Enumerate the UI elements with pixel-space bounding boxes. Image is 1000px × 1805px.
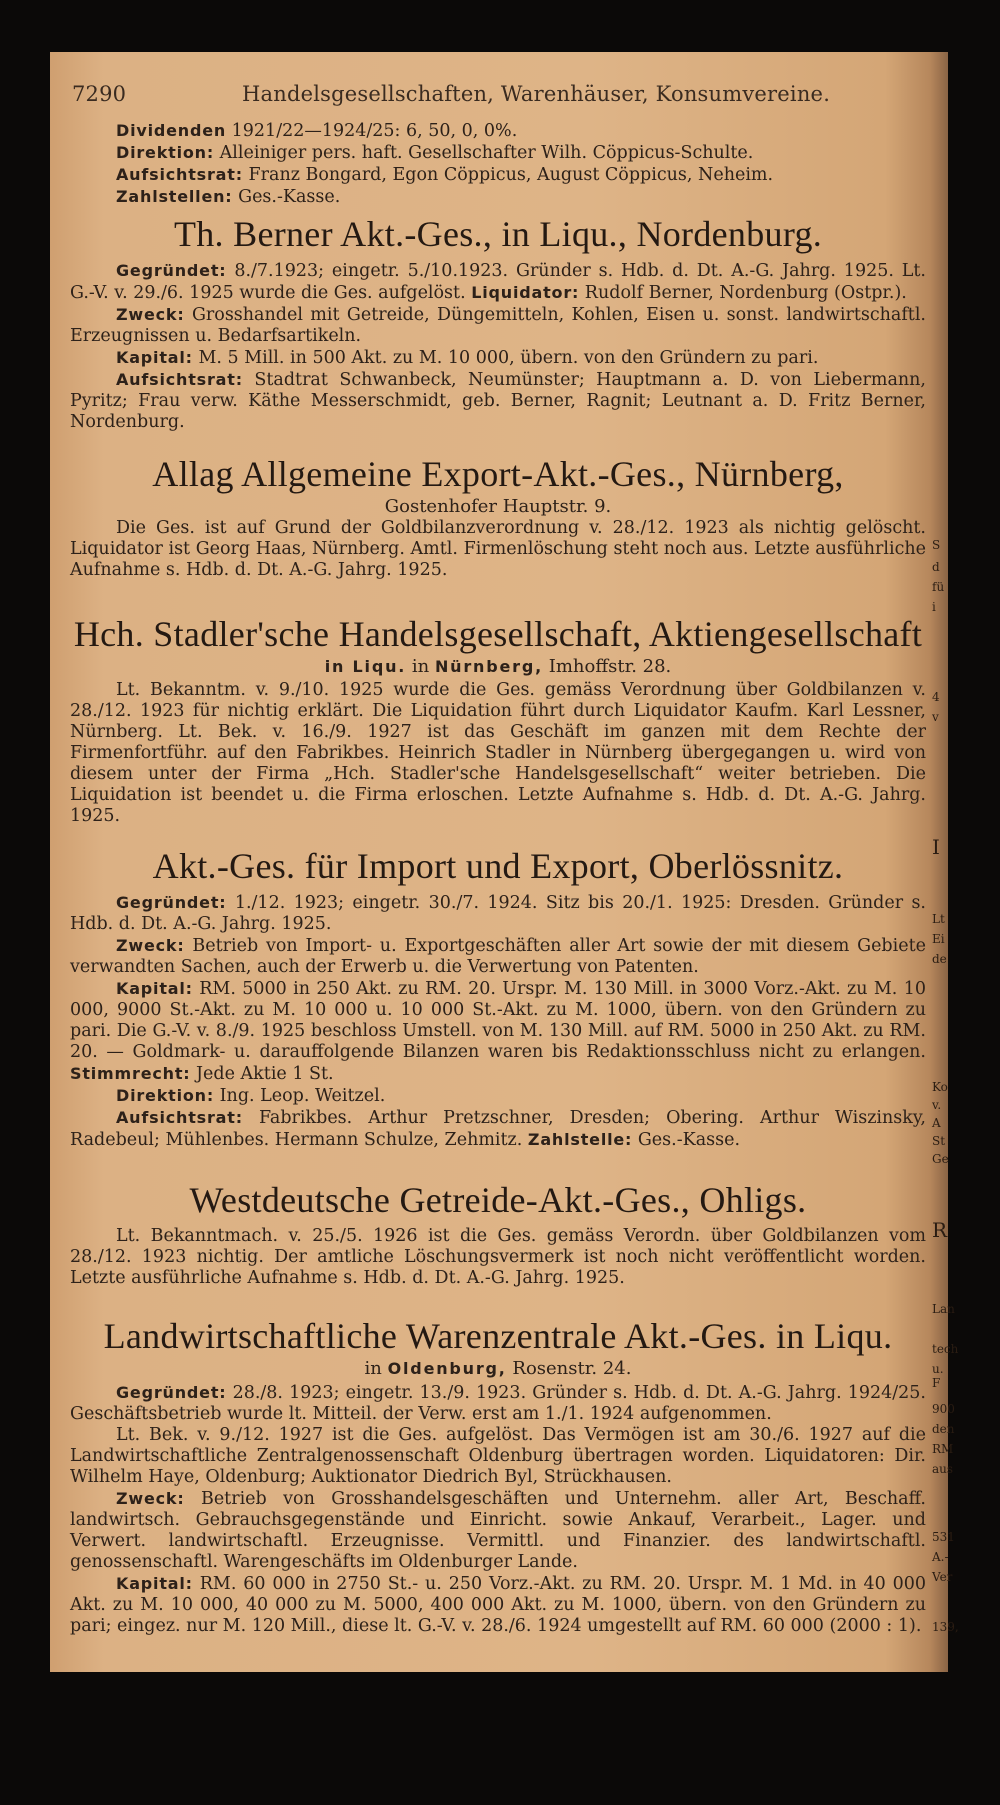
gegruendet-label: Gegründet: (116, 893, 227, 912)
edge-fragment: tech (932, 1342, 959, 1356)
entry-text: Die Ges. ist auf Grund der Goldbilanzverordnung v. 28./12. 1923 als nichtig gelöscht. Liquidator ist Georg Haas, Nürnberg. Amtl. Firmenlöschung steht noch aus. Letzte ausführliche Aufnahme s. Hdb. d. Dt. A.-G. Jahrg. 1925. (70, 518, 926, 580)
entry-allag (70, 452, 926, 581)
direktion-label: Direktion: (116, 143, 215, 162)
sub-in: in (411, 656, 430, 677)
entry-stadler (70, 612, 926, 827)
edge-fragment: Ei (932, 932, 945, 946)
dividenden-label: Dividenden (116, 121, 227, 140)
aufsichtsrat-text: Franz Bongard, Egon Cöppicus, August Cöppicus, Neheim. (248, 165, 774, 185)
company-subtitle (70, 656, 926, 678)
edge-fragment: 4 (932, 690, 940, 704)
edge-fragment: St (932, 1134, 946, 1148)
header-title: Handelsgesellschaften, Warenhäuser, Konsumvereine. (242, 82, 831, 106)
direktion-label: Direktion: (116, 1086, 215, 1105)
edge-fragment: de (932, 952, 947, 966)
entry-landwirtschaftliche (70, 1314, 926, 1637)
entry-import-export (70, 844, 926, 1151)
kapital-label: Kapital: (116, 1574, 193, 1593)
edge-fragment: u. F (932, 1362, 944, 1390)
company-subtitle (70, 1358, 926, 1380)
edge-fragment: Ver (932, 1570, 953, 1584)
company-address: Gostenhofer Hauptstr. 9. (384, 496, 612, 517)
company-title: Allag Allgemeine Export-Akt.-Ges., Nürnberg, (152, 454, 844, 494)
kapital-label: Kapital: (116, 979, 193, 998)
edge-fragment: Lt (932, 912, 945, 926)
edge-fragment: 531 (932, 1530, 955, 1544)
edge-fragment: 900 (932, 1402, 955, 1416)
zweck-text: Betrieb von Import- u. Exportgeschäften aller Art sowie der mit diesem Gebiete verwandten Sachen, auch der Erwerb u. die Verwertung von Patenten. (70, 936, 926, 977)
entry-westdeutsche (70, 1178, 926, 1289)
gegruendet-label: Gegründet: (116, 1383, 227, 1402)
kapital-text: RM. 5000 in 250 Akt. zu RM. 20. Urspr. M. 130 Mill. in 3000 Vorz.-Akt. zu M. 10 000, 9000 St.-Akt. zu M. 10 000 u. 10 000 St.-Akt. zu M. 1000, übern. von den Gründern zu pari. Die G.-V. v. 8./9. 1925 beschloss Umstell. von M. 130 Mill. auf RM. 5000 in 250 Akt. zu RM. 20. — Goldmark- u. darauffolgende Bilanzen waren bis Redaktionsschluss nicht zu erlangen. (70, 979, 926, 1062)
edge-fragment: A.- (932, 1550, 949, 1564)
entry-berner (70, 212, 926, 433)
gegruendet-label: Gegründet: (116, 261, 227, 280)
edge-fragment: A (932, 1116, 941, 1130)
book-page (50, 52, 959, 1672)
company-address: Rosenstr. 24. (512, 1358, 632, 1379)
aufsichtsrat-label: Aufsichtsrat: (116, 1108, 243, 1127)
aufsichtsrat-text: Fabrikbes. Arthur Pretzschner, Dresden; Obering. Arthur Wiszinsky, Radebeul; Mühlenbes. Hermann Schulze, Zehmitz. (70, 1108, 926, 1150)
entry-text: Lt. Bekanntmach. v. 25./5. 1926 ist die Ges. gemäss Verordn. über Goldbilanzen vom 28./12. 1923 nichtig. Der amtliche Löschungsvermerk ist noch nicht veröffentlicht worden. Letzte ausführliche Aufnahme s. Hdb. d. Dt. A.-G. Jahrg. 1925. (70, 1226, 926, 1288)
edge-fragment: v (932, 710, 939, 724)
company-city: Oldenburg, (387, 1359, 507, 1378)
edge-fragment: Ko (932, 1080, 948, 1094)
direktion-text: Ing. Leop. Weitzel. (219, 1086, 386, 1106)
edge-fragment: v. (932, 1098, 942, 1112)
stimmrecht-label: Stimmrecht: (70, 1064, 191, 1083)
page-number: 7290 (72, 82, 127, 106)
liquidator-label: Liquidator: (471, 283, 580, 302)
gegruendet-text: 1./12. 1923; eingetr. 30./7. 1924. Sitz bis 20./1. 1925: Dresden. Gründer s. Hdb. d. Dt. A.-G. Jahrg. 1925. (70, 893, 926, 934)
kapital-label: Kapital: (116, 348, 193, 367)
edge-fragment: aus (932, 1462, 954, 1476)
sub-in: in (364, 1358, 382, 1379)
zahlstelle-label: Zahlstelle: (527, 1130, 633, 1149)
company-title: Akt.-Ges. für Import und Export, Oberlössnitz. (152, 846, 844, 886)
stimmrecht-text: Jede Aktie 1 St. (196, 1064, 334, 1084)
zahlstellen-text: Ges.-Kasse. (238, 187, 341, 207)
entry-text: Lt. Bekanntm. v. 9./10. 1925 wurde die Ges. gemäss Verordnung über Goldbilanzen v. 28./12. 1923 für nichtig erklärt. Die Liquidation führt durch Liquidator Kaufm. Karl Lessner, Nürnberg. Lt. Bek. v. 16./9. 1927 ist das Geschäft im ganzen mit dem Rechte der Firmenfortführ. auf den Fabrikbes. Heinrich Stadler in Nürnberg übergegangen u. wird von diesem unter der Firma „Hch. Stadler'sche Handelsgesellschaft“ weiter betrieben. Die Liquidation ist beendet u. die Firma erloschen. Letzte Aufnahme s. Hdb. d. Dt. A.-G. Jahrg. 1925. (70, 680, 926, 826)
zweck-label: Zweck: (116, 1489, 185, 1508)
company-title: Th. Berner Akt.-Ges., in Liqu., Nordenburg. (173, 214, 823, 254)
company-title: Landwirtschaftliche Warenzentrale Akt.-Ges. in Liqu. (103, 1316, 893, 1356)
intro-entry (70, 120, 926, 208)
zweck-text: Grosshandel mit Getreide, Düngemitteln, Kohlen, Eisen u. sonst. landwirtschaftl. Erzeugnissen u. Bedarfsartikeln. (70, 305, 926, 346)
aufsichtsrat-text: Stadtrat Schwanbeck, Neumünster; Hauptmann a. D. von Liebermann, Pyritz; Frau verw. Käthe Messerschmidt, geb. Berner, Ragnit; Leutnant a. D. Fritz Berner, Nordenburg. (70, 370, 926, 432)
zweck-text: Betrieb von Grosshandelsgeschäften und Unternehm. aller Art, Beschaff. landwirtsch. Gebrauchsgegenstände und Einricht. sowie Ankauf, Verarbeit., Lager. und Verwert. landwirtschaftl. Erzeugnisse. Vermittl. und Finanzier. des landwirtschaftl. genossenschaftl. Warengeschäfts im Oldenburger Lande. (70, 1489, 926, 1572)
gegruendet-text: 28./8. 1923; eingetr. 13./9. 1923. Gründer s. Hdb. d. Dt. A.-G. Jahrg. 1924/25. Geschäftsbetrieb wurde lt. Mitteil. der Verw. erst am 1./1. 1924 aufgenommen. (70, 1383, 926, 1424)
aufsichtsrat-label: Aufsichtsrat: (116, 165, 243, 184)
kapital-text: M. 5 Mill. in 500 Akt. zu M. 10 000, übern. von den Gründern zu pari. (198, 348, 819, 368)
zweck-label: Zweck: (116, 305, 185, 324)
zahlstelle-text: Ges.-Kasse. (637, 1130, 741, 1150)
edge-fragment: Ge (932, 1152, 949, 1166)
kapital-text: RM. 60 000 in 2750 St.- u. 250 Vorz.-Akt. zu RM. 20. Urspr. M. 1 Md. in 40 000 Akt. zu M. 10 000, 40 000 zu M. 5000, 400 000 Akt. zu M. 1000, übern. von den Gründern zu pari; eingez. nur M. 120 Mill., diese lt. G.-V. v. 28./6. 1924 umgestellt auf RM. 60 000 (2000 : 1). (70, 1574, 926, 1636)
bekanntmachung-text: Lt. Bek. v. 9./12. 1927 ist die Ges. aufgelöst. Das Vermögen ist am 30./6. 1927 auf die Landwirtschaftliche Zentralgenossenschaft Oldenburg übertragen worden. Liquidatoren: Dir. Wilhelm Haye, Oldenburg; Auktionator Diedrich Byl, Strückhausen. (70, 1425, 926, 1487)
zahlstellen-label: Zahlstellen: (116, 187, 233, 206)
company-title: Westdeutsche Getreide-Akt.-Ges., Ohligs. (189, 1180, 807, 1220)
edge-fragment: I (932, 835, 940, 859)
running-header (72, 82, 912, 106)
edge-fragment: den (932, 1422, 955, 1436)
edge-fragment: fü (932, 580, 945, 594)
edge-fragment: R (932, 1218, 948, 1242)
edge-fragment: d (932, 560, 940, 574)
direktion-text: Alleiniger pers. haft. Gesellschafter Wilh. Cöppicus-Schulte. (219, 143, 754, 163)
company-address: Imhoffstr. 28. (548, 656, 672, 677)
liquidation-label: in Liqu. (324, 657, 407, 676)
dividenden-text: 1921/22—1924/25: 6, 50, 0, 0%. (231, 121, 518, 141)
company-city: Nürnberg, (434, 657, 543, 676)
edge-fragment: RM (932, 1442, 954, 1456)
edge-fragment: S (932, 538, 941, 552)
zweck-label: Zweck: (116, 936, 185, 955)
edge-fragment: Lan (932, 1302, 955, 1316)
aufsichtsrat-label: Aufsichtsrat: (116, 370, 243, 389)
company-title: Hch. Stadler'sche Handelsgesellschaft, Aktiengesellschaft (73, 614, 923, 654)
edge-fragment: i (932, 600, 936, 614)
gegruendet-text: 8./7.1923; eingetr. 5./10.1923. Gründer s. Hdb. d. Dt. A.-G. Jahrg. 1925. Lt. G.-V. v. 29./6. 1925 wurde die Ges. aufgelöst. (70, 261, 926, 303)
edge-fragment: 139, (932, 1620, 959, 1634)
liquidator-text: Rudolf Berner, Nordenburg (Ostpr.). (584, 283, 907, 303)
